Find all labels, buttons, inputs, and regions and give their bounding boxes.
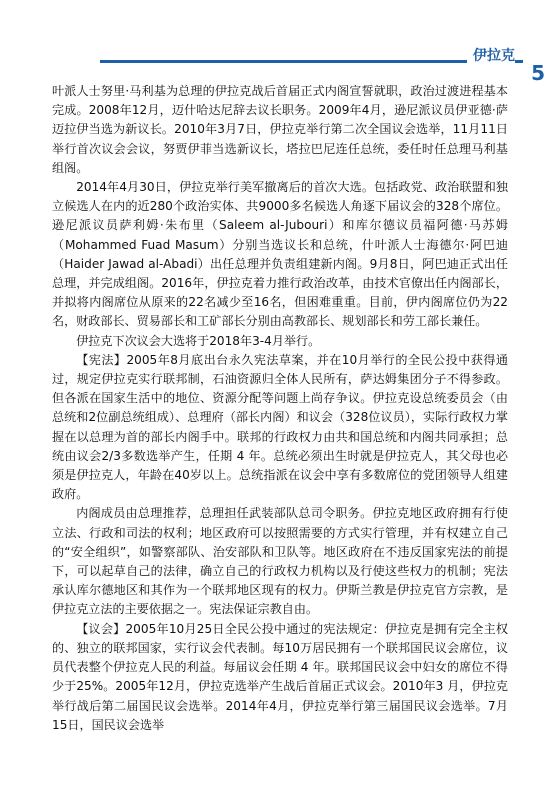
paragraph-continued: 叶派人士努里·马利基为总理的伊拉克战后首届正式内阁宣誓就职，政治过渡进程基本完成。2008年12月，迈什哈达尼辞去议长职务。2009年4月，逊尼派议员伊亚德·萨迈拉伊当选为新议长。2010年3月7日，伊拉克举行第二次全国议会选举，11月11日举行首次议会会议，努贾伊菲当选新议长，塔拉巴尼连任总统，委任时任总理马利基组阁。 [52,84,508,175]
page-number: 5 [531,61,545,85]
paragraph-next-election: 伊拉克下次议会大选将于2018年3-4月举行。 [76,333,321,348]
body-text [52,82,508,787]
running-header [0,46,559,76]
paragraph-2014-election: 2014年4月30日，伊拉克举行美军撤离后的首次大选。包括政党、政治联盟和独立候选人在内的近280个政治实体、共9000多名候选人角逐下届议会的328个席位。逊尼派议员萨利姆·朱布里（Saleem al-Jubouri）和库尔德议员福阿德·马苏姆（Mohammed Fuad Masum）分别当选议长和总统，什叶派人士海德尔·阿巴迪（Haider Jawad al-Abadi）出任总理并负责组建新内阁。9月8日，阿巴迪正式出任总理，并完成组阁。2016年，伊拉克着力推行政治改革，由技术官僚出任内阁部长，并拟将内阁席位从原来的22名减少至16名，但困难重重。目前，伊内阁席位仍为22名，财政部长、贸易部长和工矿部长分别由高教部长、规划部长和劳工部长兼任。 [52,180,508,329]
paragraph-constitution: 【宪法】2005年8月底出台永久宪法草案，并在10月举行的全民公投中获得通过，规定伊拉克实行联邦制，石油资源归全体人民所有，萨达姆集团分子不得参政。但各派在国家生活中的地位、资源分配等问题上尚存争议。伊拉克设总统委员会（由总统和2位副总统组成）、总理府（部长内阁）和议会（328位议员），实际行政权力掌握在以总理为首的部长内阁手中。联邦的行政权力由共和国总统和内阁共同承担；总统由议会2/3多数选举产生，任期 4 年。总统必须出生时就是伊拉克人，其父母也必须是伊拉克人，年龄在40岁以上。总统指派在议会中享有多数席位的党团领导人组建政府。 [52,352,508,502]
header-rule [100,60,523,63]
paragraph-cabinet: 内阁成员由总理推荐，总理担任武装部队总司令职务。伊拉克地区政府拥有行使立法、行政和司法的权利；地区政府可以按照需要的方式实行管理，并有权建立自己的“安全组织”，如警察部队、治安部队和卫队等。地区政府在不违反国家宪法的前提下，可以起草自己的法律，确立自己的行政权力机构以及行使这些权力的机制；宪法承认库尔德地区和其作为一个联邦地区现有的权力。伊斯兰教是伊拉克官方宗教，是伊拉克立法的主要依据之一。宪法保证宗教自由。 [52,506,508,617]
paragraph-parliament: 【议会】2005年10月25日全民公投中通过的宪法规定：伊拉克是拥有完全主权的、独立的联邦国家，实行议会代表制。每10万居民拥有一个联邦国民议会席位，议员代表整个伊拉克人民的利益。每届议会任期 4 年。联邦国民议会中妇女的席位不得少于25%。2005年12月，伊拉克选举产生战后首届正式议会。2010年3 月，伊拉克举行战后第二届国民议会选举。2014年4月，伊拉克举行第三届国民议会选举。7月15日，国民议会选举 [52,621,508,732]
section-title: 伊拉克 [467,46,515,66]
